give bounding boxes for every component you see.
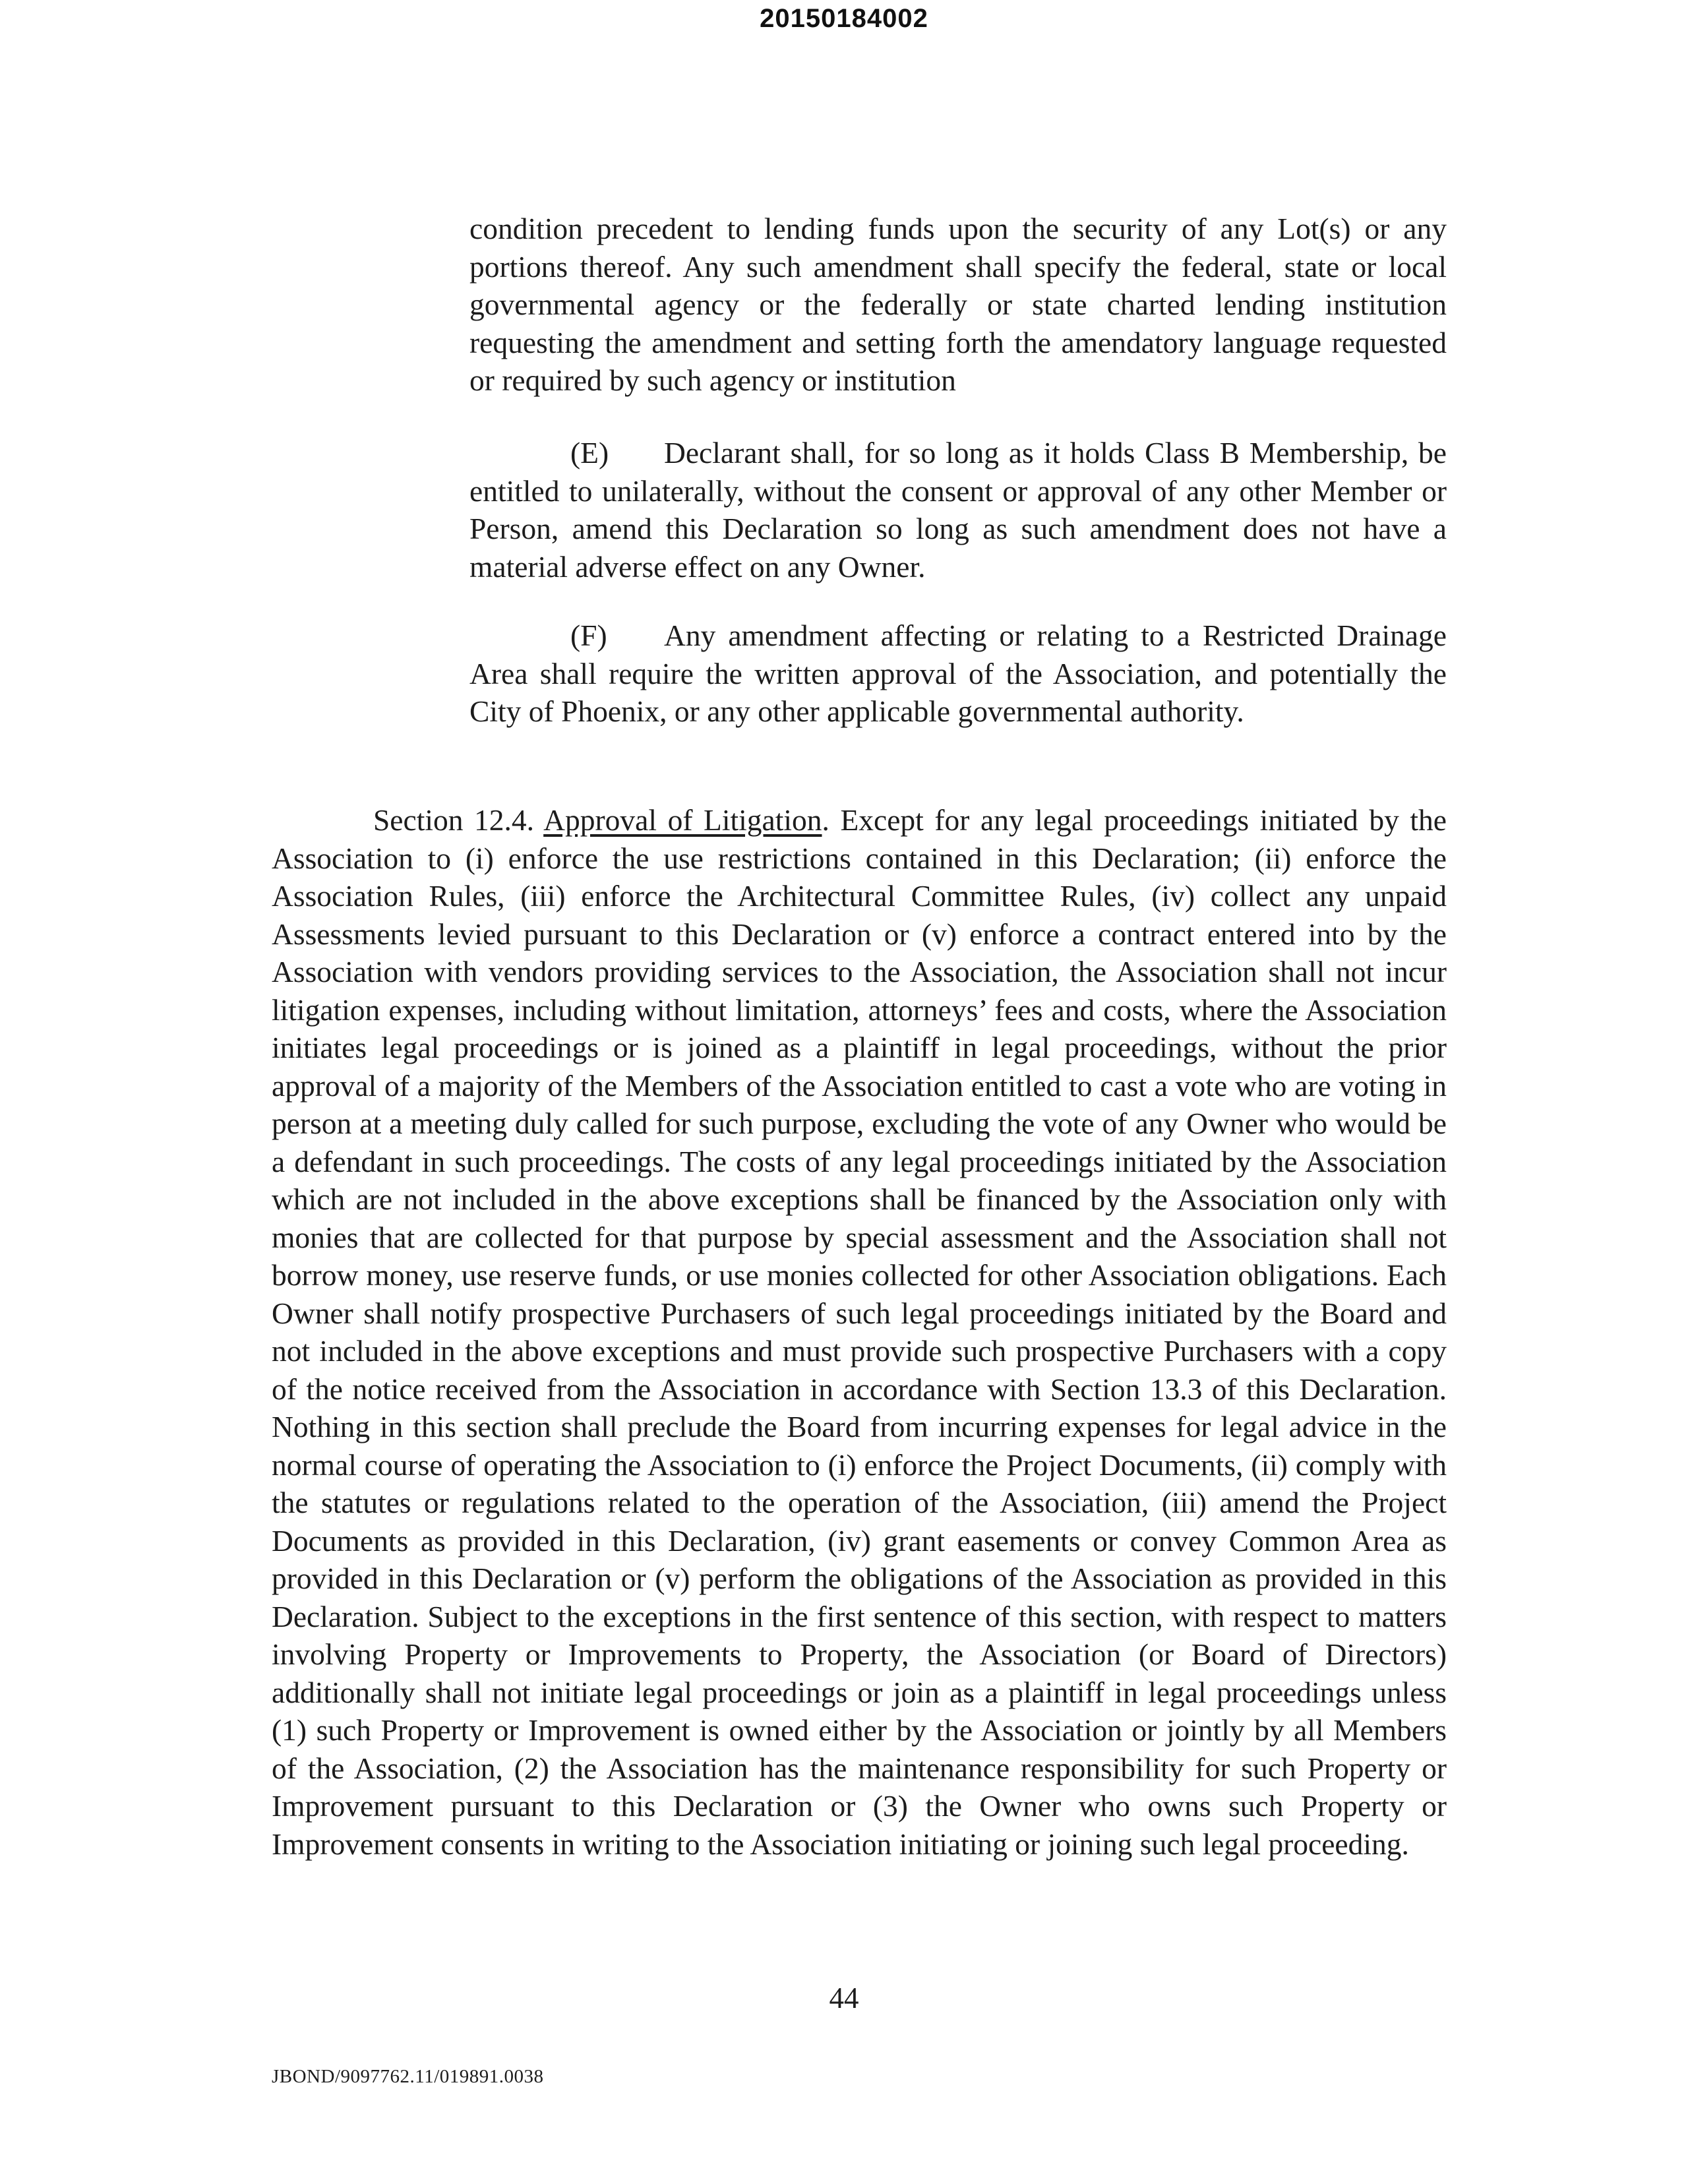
paragraph-f-label: (F) (570, 619, 607, 652)
paragraph-f-text: Any amendment affecting or relating to a Restricted Drainage Area shall require the written approval of the Association, and potentially the City of Phoenix, or any other applicable governmental authority. (469, 619, 1447, 728)
section-text: . Except for any legal proceedings initiated by the Association to (i) enforce the use restrictions contained in this Declaration; (ii) enforce the Association Rules, (iii) enforce the Architectural Committee Rules, (iv) collect any unpaid Assessments levied pursuant to this Declaration or (v) enforce a contract entered into by the Association with vendors providing services to the Association, the Association shall not incur litigation expenses, including without limitation, attorneys’ fees and costs, where the Association initiates legal proceedings or is joined as a plaintiff in legal proceedings, without the prior approval of a majority of the Members of the Association entitled to cast a vote who are voting in person at a meeting duly called for such purpose, excluding the vote of any Owner who would be a defendant in such proceedings. The costs of any legal proceedings initiated by the Association which are not included in the above exceptions shall be financed by the Association only with monies that are collected for that purpose by special assessment and the Association shall not borrow money, use reserve funds, or use monies collected for other Association obligations. Each Owner shall notify prospective Purchasers of such legal proceedings initiated by the Board and not included in the above exceptions and must provide such prospective Purchasers with a copy of the notice received from the Association in accordance with Section 13.3 of this Declaration. Nothing in this section shall preclude the Board from incurring expenses for legal advice in the normal course of operating the Association to (i) enforce the Project Documents, (ii) comply with the statutes or regulations related to the operation of the Association, (iii) amend the Project Documents as provided in this Declaration, (iv) grant easements or convey Common Area as provided in this Declaration or (v) perform the obligations of the Association as provided in this Declaration. Subject to the exceptions in the first sentence of this section, with respect to matters involving Property or Improvements to Property, the Association (or Board of Directors) additionally shall not initiate legal proceedings or join as a plaintiff in legal proceedings unless (1) such Property or Improvement is owned either by the Association or jointly by all Members of the Association, (2) the Association has the maintenance responsibility for such Property or Improvement pursuant to this Declaration or (3) the Owner who owns such Property or Improvement consents in writing to the Association initiating or joining such legal proceeding. (272, 803, 1447, 1861)
paragraph-e-label: (E) (570, 436, 609, 470)
paragraph-e-text: Declarant shall, for so long as it holds Class B Membership, be entitled to unilaterally, without the consent or approval of any other Member or Person, amend this Declaration so long as such amendment does not have a material adverse effect on any Owner. (469, 436, 1447, 584)
section-12-4 (272, 801, 1447, 1863)
section-number: Section 12.4. (373, 803, 535, 837)
paragraph-f (469, 617, 1447, 731)
document-id: JBOND/9097762.11/019891.0038 (272, 2066, 544, 2087)
document-number: 20150184002 (760, 4, 928, 33)
paragraph-e (469, 434, 1447, 586)
section-title: Approval of Litigation (543, 803, 822, 837)
page-number: 44 (829, 1982, 859, 2015)
paragraph-continuation: condition precedent to lending funds upon the security of any Lot(s) or any portions thereof. Any such amendment shall specify the federal, state or local governmental agency or the federally or state charted lending institution requesting the amendment and setting forth the amendatory language requested or required by such agency or institution (469, 212, 1447, 397)
